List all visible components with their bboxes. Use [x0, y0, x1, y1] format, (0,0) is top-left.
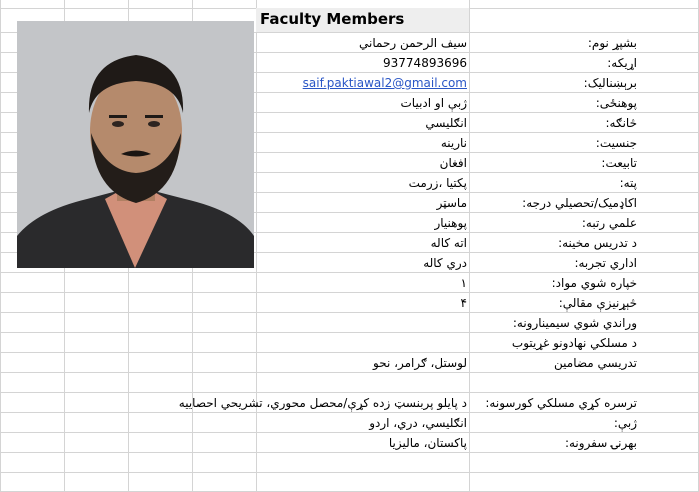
label-memberships: د مسلکي نهادونو غړیتوب	[511, 336, 637, 350]
label-department: څانګه:	[605, 116, 637, 130]
label-full-name: بشپړ نوم:	[587, 36, 637, 50]
value-courses: د پایلو پربنسټ زده کړې/محصل محوري، تشریحي احصاییه	[178, 396, 467, 410]
label-address: پته:	[619, 176, 637, 190]
value-academic-degree: ماسټر	[436, 196, 467, 210]
label-admin-experience: اداري تجربه:	[574, 256, 637, 270]
value-full-name: سیف الرحمن رحماني	[359, 36, 467, 50]
value-gender: نارینه	[440, 136, 467, 150]
value-address: پکتیا ،زرمت	[408, 176, 467, 190]
label-contact: اړیکه:	[607, 56, 637, 70]
value-languages: انګلیسي، دري، اردو	[369, 416, 467, 430]
value-academic-rank: پوهنیار	[434, 216, 467, 230]
value-contact: 93774893696	[383, 56, 467, 70]
label-academic-degree: اکاډمیک/تحصیلي درجه:	[522, 196, 637, 210]
value-teaching-experience: اته کاله	[430, 236, 467, 250]
page-title: Faculty Members	[260, 10, 405, 28]
label-academic-rank: علمي رتبه:	[581, 216, 637, 230]
label-subjects-taught: تدریسي مضامین	[554, 356, 637, 370]
label-foreign-travels: بهرنۍ سفرونه:	[564, 436, 637, 450]
label-research-articles: څېړنیزې مقالې:	[558, 296, 637, 310]
label-gender: جنسیت:	[595, 136, 637, 150]
label-email: برېښنالیک:	[583, 76, 637, 90]
label-faculty: پوهنځی:	[595, 96, 637, 110]
label-nationality: تابیعت:	[601, 156, 637, 170]
value-department: انګلیسي	[425, 116, 467, 130]
email-link[interactable]: saif.paktiawal2@gmail.com	[302, 76, 467, 90]
value-publications: ۱	[460, 276, 467, 290]
profile-photo	[17, 21, 254, 268]
portrait-illustration	[17, 21, 254, 268]
value-research-articles: ۴	[460, 296, 467, 310]
value-admin-experience: دري کاله	[423, 256, 467, 270]
label-teaching-experience: د تدریس مخینه:	[558, 236, 637, 250]
value-faculty: ژبې او ادبیات	[400, 96, 467, 110]
value-foreign-travels: پاکستان، مالیزیا	[388, 436, 467, 450]
value-subjects-taught: لوستل، ګرامر، نحو	[373, 356, 467, 370]
label-courses: ترسره کړي مسلکي کورسونه:	[485, 396, 637, 410]
label-publications: خپاره شوي مواد:	[551, 276, 637, 290]
label-languages: ژبې:	[613, 416, 637, 430]
value-nationality: افغان	[439, 156, 467, 170]
label-seminars: وراندي شوي سیمینارونه:	[512, 316, 637, 330]
